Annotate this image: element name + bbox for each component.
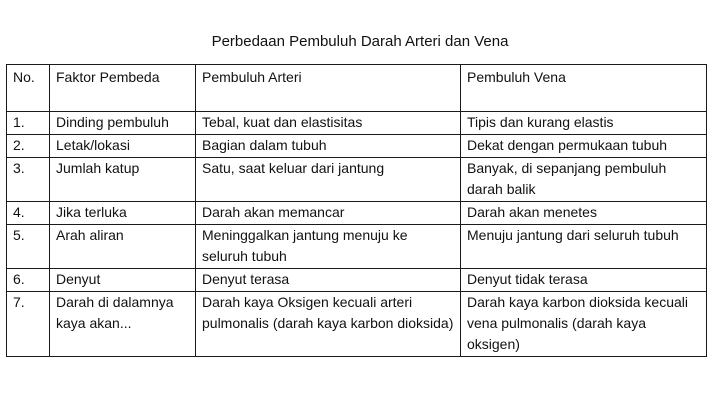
header-vein: Pembuluh Vena: [461, 65, 707, 112]
vein-cell: Tipis dan kurang elastis: [461, 112, 707, 135]
artery-cell: Bagian dalam tubuh: [196, 135, 461, 158]
artery-cell: Tebal, kuat dan elastisitas: [196, 112, 461, 135]
header-factor: Faktor Pembeda: [50, 65, 196, 112]
factor-cell: Dinding pembuluh: [50, 112, 196, 135]
vein-cell: Darah akan menetes: [461, 202, 707, 225]
table-row: [7, 269, 707, 292]
header-artery: Pembuluh Arteri: [196, 65, 461, 112]
row-number: 5.: [7, 225, 50, 269]
row-number: 1.: [7, 112, 50, 135]
factor-cell: Letak/lokasi: [50, 135, 196, 158]
document-title: Perbedaan Pembuluh Darah Arteri dan Vena: [211, 33, 509, 50]
factor-cell: Jumlah katup: [50, 158, 196, 202]
table-row: [7, 135, 707, 158]
comparison-table: [6, 64, 707, 357]
artery-cell: Denyut terasa: [196, 269, 461, 292]
vein-cell: Banyak, di sepanjang pembuluh darah balik: [461, 158, 707, 202]
row-number: 2.: [7, 135, 50, 158]
table-row: [7, 112, 707, 135]
table-row: [7, 292, 707, 357]
factor-cell: Denyut: [50, 269, 196, 292]
row-number: 7.: [7, 292, 50, 357]
header-no: No.: [7, 65, 50, 112]
factor-cell: Darah di dalamnya kaya akan...: [50, 292, 196, 357]
factor-cell: Arah aliran: [50, 225, 196, 269]
table-header-row: [7, 65, 707, 112]
row-number: 3.: [7, 158, 50, 202]
vein-cell: Menuju jantung dari seluruh tubuh: [461, 225, 707, 269]
artery-cell: Meninggalkan jantung menuju ke seluruh tubuh: [196, 225, 461, 269]
vein-cell: Darah kaya karbon dioksida kecuali vena pulmonalis (darah kaya oksigen): [461, 292, 707, 357]
table-row: [7, 202, 707, 225]
factor-cell: Jika terluka: [50, 202, 196, 225]
row-number: 4.: [7, 202, 50, 225]
row-number: 6.: [7, 269, 50, 292]
vein-cell: Denyut tidak terasa: [461, 269, 707, 292]
artery-cell: Satu, saat keluar dari jantung: [196, 158, 461, 202]
table-row: [7, 225, 707, 269]
table-row: [7, 158, 707, 202]
vein-cell: Dekat dengan permukaan tubuh: [461, 135, 707, 158]
artery-cell: Darah akan memancar: [196, 202, 461, 225]
artery-cell: Darah kaya Oksigen kecuali arteri pulmonalis (darah kaya karbon dioksida): [196, 292, 461, 357]
